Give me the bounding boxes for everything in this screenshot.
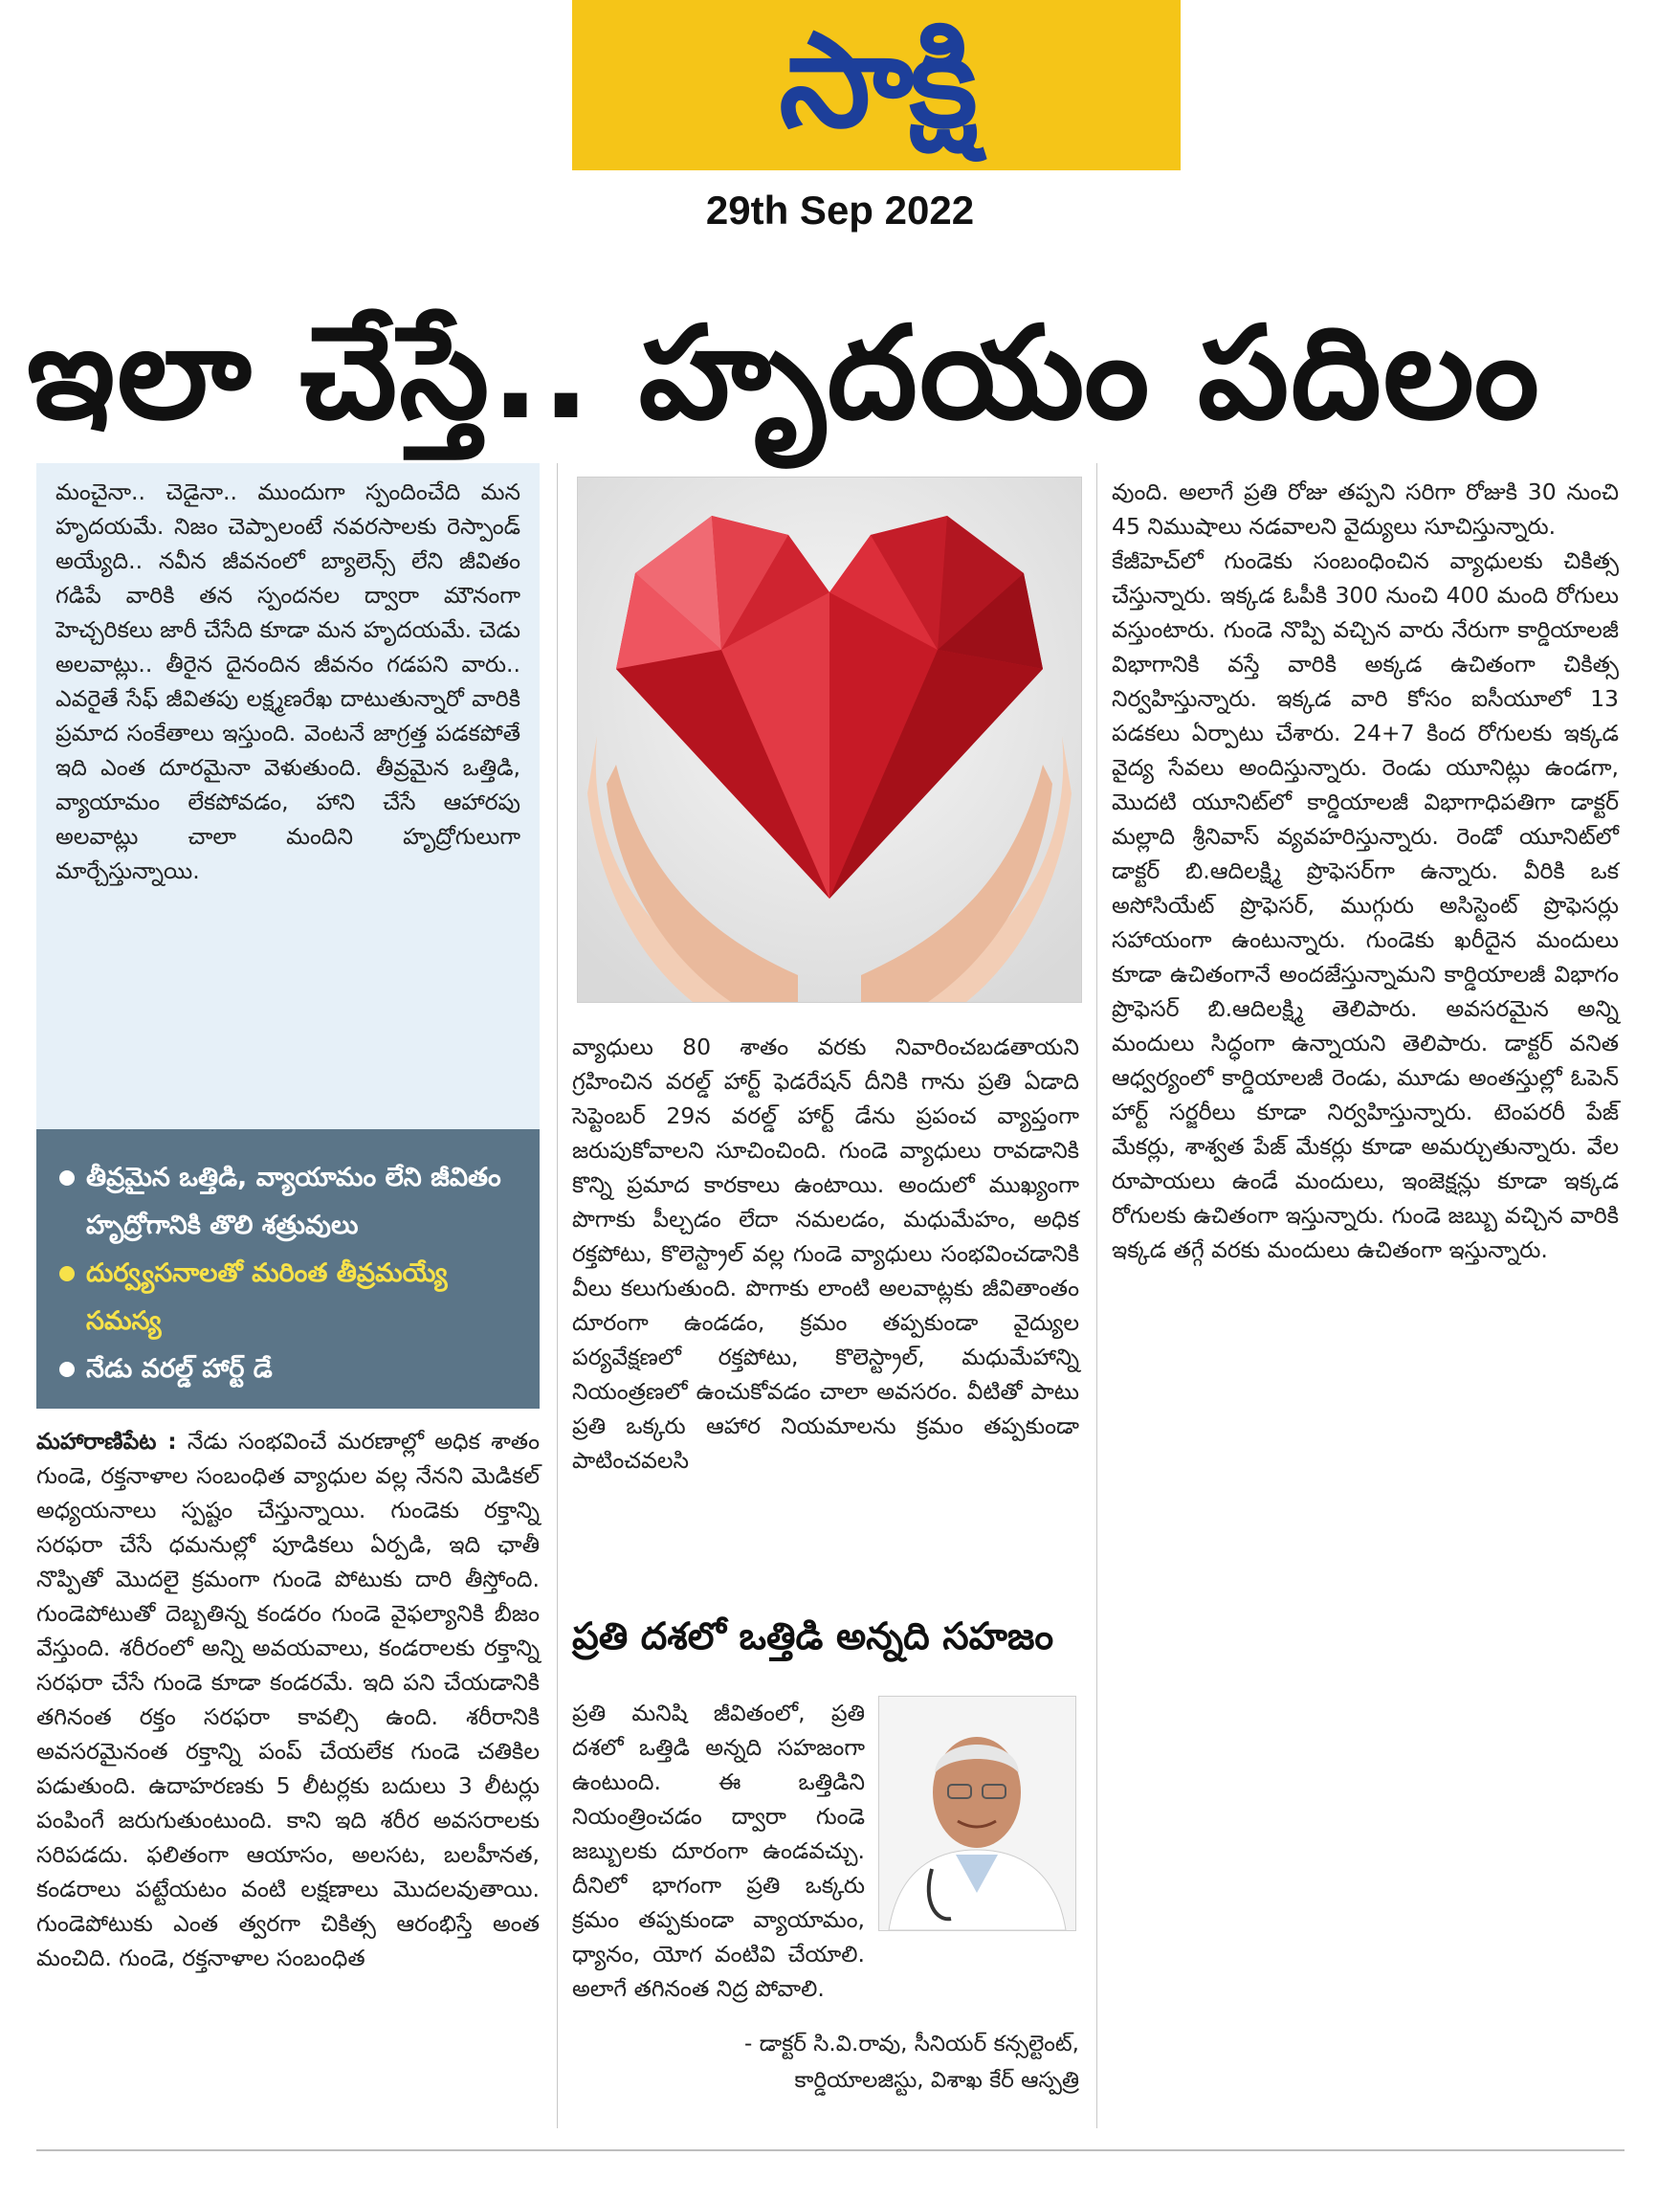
heart-icon [578, 478, 1081, 1002]
publication-date: 29th Sep 2022 [705, 188, 975, 233]
bullet-icon [59, 1362, 75, 1377]
bottom-rule [36, 2149, 1625, 2151]
column3-body: వుంది. అలాగే ప్రతి రోజు తప్పని సరిగా రోజుకి 30 నుంచి 45 నిముషాలు నడవాలని వైద్యులు సూచిస్తున్నారు. కేజీహెచ్‌లో గుండెకు సంబంధించిన వ్యాధులకు చికిత్స చేస్తున్నారు. ఇక్కడ ఓపీకి 300 నుంచి 400 మంది రోగులు వస్తుంటారు. గుండె నొప్పి వచ్చిన వారు నేరుగా కార్డియాలజీ విభాగానికి వస్తే వారికి అక్కడ ఉచితంగా చికిత్స నిర్వహిస్తున్నారు. ఇక్కడ వారి కోసం ఐసీయూలో 13 పడకలు ఏర్పాటు చేశారు. 24+7 కింద రోగులకు ఇక్కడ వైద్య సేవలు అందిస్తున్నారు. రెండు యూనిట్లు ఉండగా, మొదటి యూనిట్‌లో కార్డియాలజీ విభాగాధిపతిగా డాక్టర్ మల్లాది శ్రీనివాస్ వ్యవహరిస్తున్నారు. రెండో యూనిట్‌లో డాక్టర్ బి.ఆదిలక్ష్మి ప్రొఫెసర్‌గా ఉన్నారు. వీరికి ఒక అసోసియేట్ ప్రొఫెసర్, ముగ్గురు అసిస్టెంట్ ప్రొఫెసర్లు సహాయంగా ఉంటున్నారు. గుండెకు ఖరీదైన మందులు కూడా ఉచితంగానే అందజేస్తున్నామని కార్డియాలజీ విభాగం ప్రొఫెసర్ బి.ఆదిలక్ష్మి తెలిపారు. అవసరమైన అన్ని మందులు సిద్ధంగా ఉన్నాయని తెలిపారు. డాక్టర్ వనిత ఆధ్వర్యంలో కార్డియాలజీ రెండు, మూడు అంతస్తుల్లో ఓపెన్ హార్ట్ సర్జరీలు కూడా నిర్వహిస్తున్నారు. టెంపరరీ పేజ్ మేకర్లు, శాశ్వత పేజ్ మేకర్లు కూడా అమర్చుతున్నారు. వేల రూపాయలు ఉండే మందులు, ఇంజెక్షన్లు కూడా ఇక్కడ రోగులకు ఉచితంగా ఇస్తున్నారు. గుండె జబ్బు వచ్చిన వారికి ఇక్కడ తగ్గే వరకు మందులు ఉచితంగా ఇస్తున్నారు. [1112, 478, 1619, 1263]
highlight-item: తీవ్రమైన ఒత్తిడి, వ్యాయామం లేని జీవితం హృద్రోగానికి తొలి శత్రువులు [59, 1154, 517, 1250]
credit-line-1: - డాక్టర్ సి.వి.రావు, సీనియర్ కన్సల్టెంట్, [744, 2032, 1079, 2056]
column1-body [36, 1424, 540, 1975]
column2-body: వ్యాధులు 80 శాతం వరకు నివారించబడతాయని గ్రహించిన వరల్డ్ హార్ట్ ఫెడరేషన్ దీనికి గాను ప్రతి ఏడాది సెప్టెంబర్ 29న వరల్డ్ హార్ట్ డేను ప్రపంచ వ్యాప్తంగా జరుపుకోవాలని సూచించింది. గుండె వ్యాధులు రావడానికి కొన్ని ప్రమాద కారకాలు ఉంటాయి. అందులో ముఖ్యంగా పొగాకు పీల్చడం లేదా నమలడం, మధుమేహం, అధిక రక్తపోటు, కొలెస్ట్రాల్ వల్ల గుండె వ్యాధులు సంభవించడానికి వీలు కలుగుతుంది. పొగాకు లాంటి అలవాట్లకు జీవితాంతం దూరంగా ఉండడం, క్రమం తప్పకుండా వైద్యుల పర్యవేక్షణలో రక్తపోటు, కొలెస్ట్రాల్, మధుమేహాన్ని నియంత్రణలో ఉంచుకోవడం చాలా అవసరం. వీటితో పాటు ప్రతి ఒక్కరు ఆహార నియమాలను క్రమం తప్పకుండా పాటించవలసి [572, 1034, 1079, 1474]
heart-in-hands-photo [577, 477, 1082, 1003]
column-divider [557, 463, 558, 2128]
credit-line-2: కార్డియాలజిస్టు, విశాఖ కేర్ ఆస్పత్రి [794, 2068, 1079, 2093]
intro-text: మంచైనా.. చెడైనా.. ముందుగా స్పందించేది మన హృదయమే. నిజం చెప్పాలంటే నవరసాలకు రెస్పాండ్ అయ్యేది.. నవీన జీవనంలో బ్యాలెన్స్ లేని జీవితం గడిపే వారికి తన స్పందనల ద్వారా మౌనంగా హెచ్చరికలు జారీ చేసేది కూడా మన హృదయమే. చెడు అలవాట్లు.. తీరైన దైనందిన జీవనం గడపని వారు.. ఎవరైతే సేఫ్ జీవితపు లక్ష్మణరేఖ దాటుతున్నారో వారికి ప్రమాద సంకేతాలు ఇస్తుంది. వెంటనే జాగ్రత్త పడకపోతే ఇది ఎంత దూరమైనా వెళుతుంది. తీవ్రమైన ఒత్తిడి, వ్యాయామం లేకపోవడం, హాని చేసే ఆహారపు అలవాట్లు చాలా మందిని హృద్రోగులుగా మార్చేస్తున్నాయి. [55, 478, 520, 884]
doctor-photo [878, 1696, 1076, 1931]
highlight-item: దుర్వ్యసనాలతో మరింత తీవ్రమయ్యే సమస్య [59, 1250, 517, 1345]
highlight-item: నేడు వరల్డ్ హార్ట్ డే [59, 1345, 517, 1393]
bullet-icon [59, 1266, 75, 1281]
quote-subheading: ప్రతి దశలో ఒత్తిడి అన్నది సహజం [572, 1615, 1054, 1658]
column-divider [1096, 463, 1097, 2128]
column1-text: నేడు సంభవించే మరణాల్లో అధిక శాతం గుండె, రక్తనాళాల సంబంధిత వ్యాధుల వల్ల నేనని మెడికల్ అధ్యయనాలు స్పష్టం చేస్తున్నాయి. గుండెకు రక్తాన్ని సరఫరా చేసే ధమనుల్లో పూడికలు ఏర్పడి, ఇది ఛాతీ నొప్పితో మొదలై క్రమంగా గుండె పోటుకు దారి తీస్తోంది. గుండెపోటుతో దెబ్బతిన్న కండరం గుండె వైఫల్యానికి బీజం వేస్తుంది. శరీరంలో అన్ని అవయవాలు, కండరాలకు రక్తాన్ని సరఫరా చేసే గుండె కూడా కండరమే. ఇది పని చేయడానికి తగినంత రక్తం సరఫరా కావల్సి ఉంది. శరీరానికి అవసరమైనంత రక్తాన్ని పంప్ చేయలేక గుండె చతికిల పడుతుంది. ఉదాహరణకు 5 లీటర్లకు బదులు 3 లీటర్లు పంపింగే జరుగుతుంటుంది. కాని ఇది శరీర అవసరాలకు సరిపడదు. ఫలితంగా ఆయాసం, అలసట, బలహీనత, కండరాలు పట్టేయటం వంటి లక్షణాలు మొదలవుతాయి. గుండెపోటుకు ఎంత త్వరగా చికిత్స ఆరంభిస్తే అంత మంచిది. గుండె, రక్తనాళాల సంబంధిత [36, 1428, 541, 1971]
quote-credit [572, 2026, 1079, 2099]
article-headline: ఇలా చేస్తే.. హృదయం పదిలం [27, 299, 1541, 448]
highlights-box [36, 1129, 540, 1409]
doctor-portrait-icon [879, 1697, 1075, 1930]
bullet-icon [59, 1170, 75, 1186]
dateline: మహారాణిపేట : [36, 1428, 177, 1455]
masthead-logo-text: సాక్షి [779, 6, 974, 157]
newspaper-masthead [572, 0, 1181, 170]
quote-text: ప్రతి మనిషి జీవితంలో, ప్రతి దశలో ఒత్తిడి అన్నది సహజంగా ఉంటుంది. ఈ ఒత్తిడిని నియంత్రించడం ద్వారా గుండె జబ్బులకు దూరంగా ఉండవచ్చు. దీనిలో భాగంగా ప్రతి ఒక్కరు క్రమం తప్పకుండా వ్యాయామం, ధ్యానం, యోగ వంటివి చేయాలి. అలాగే తగినంత నిద్ర పోవాలి. [572, 1700, 865, 2002]
